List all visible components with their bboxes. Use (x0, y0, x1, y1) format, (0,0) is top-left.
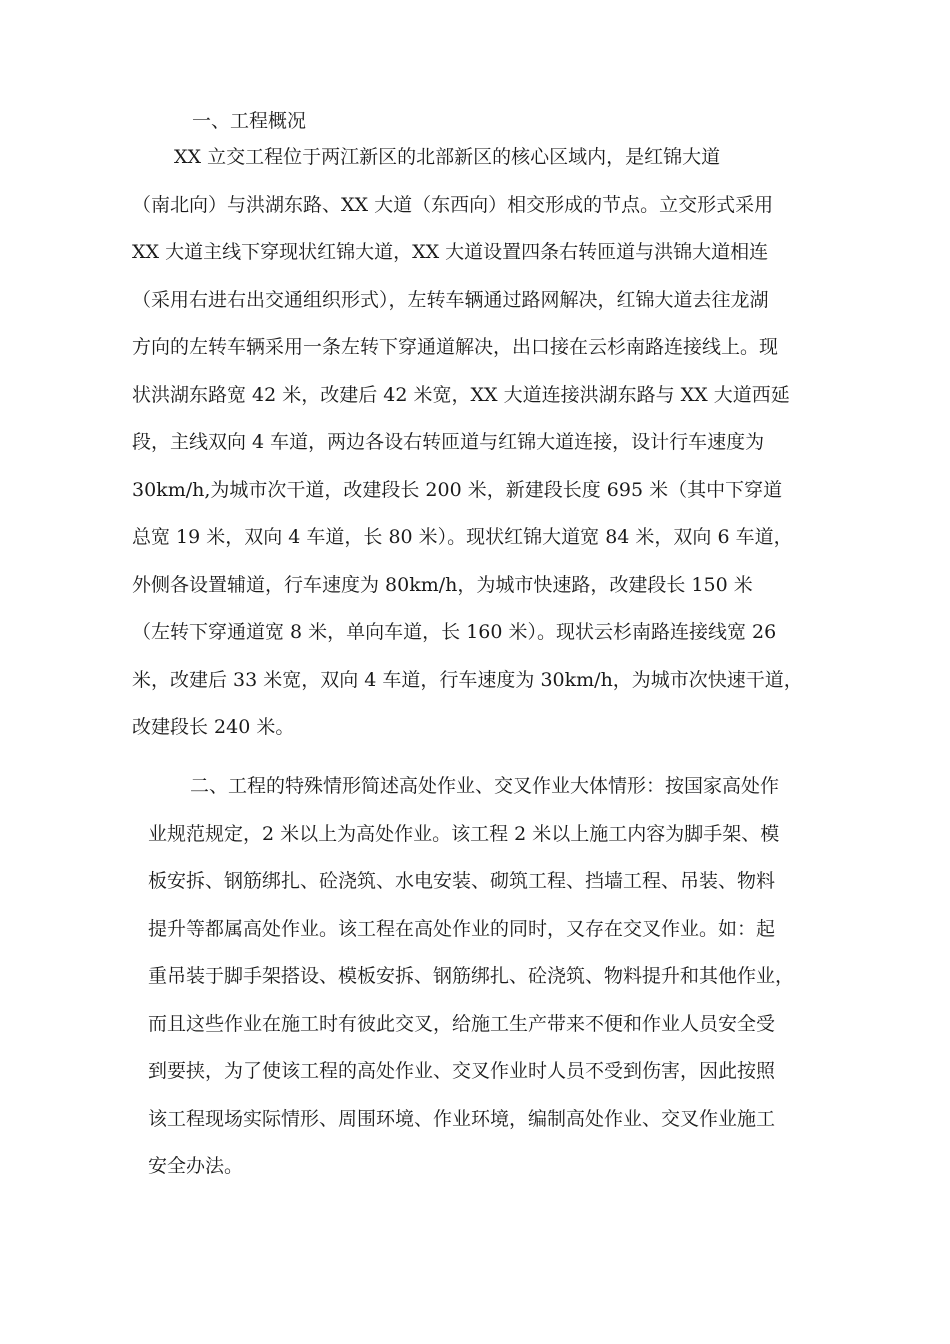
paragraph-line: 该工程现场实际情形、周围环境、作业环境，编制高处作业、交叉作业施工 (148, 1107, 776, 1130)
paragraph-line: 重吊装于脚手架搭设、模板安拆、钢筋绑扎、砼浇筑、物料提升和其他作业， (148, 965, 795, 987)
paragraph-line: 二、工程的特殊情形简述高处作业、交叉作业大体情形：按国家高处作 (190, 775, 780, 797)
paragraph-line: 方向的左转车辆采用一条左转下穿通道解决，出口接在云杉南路连接线上。现 (132, 336, 779, 358)
paragraph-line: 总宽 19 米，双向 4 车道，长 80 米）。现状红锦大道宽 84 米，双向 6 车道， (132, 526, 793, 548)
paragraph-line: 安全办法。 (148, 1155, 244, 1177)
paragraph-line: 板安拆、钢筋绑扎、砼浇筑、水电安装、砌筑工程、挡墙工程、吊装、物料 (148, 870, 776, 892)
paragraph-overview (132, 134, 832, 752)
paragraph-line: 外侧各设置辅道，行车速度为 80km/h，为城市快速路，改建段长 150 米 (132, 573, 753, 596)
paragraph-line: XX 大道主线下穿现状红锦大道，XX 大道设置四条右转匝道与洪锦大道相连 (132, 241, 769, 263)
paragraph-line: 米，改建后 33 米宽，双向 4 车道，行车速度为 30km/h，为城市次快速干道， (132, 668, 803, 691)
paragraph-line: 状洪湖东路宽 42 米，改建后 42 米宽，XX 大道连接洪湖东路与 XX 大道西延 (132, 383, 790, 406)
paragraph-line: （采用右进右出交通组织形式），左转车辆通过路网解决，红锦大道去往龙湖 (132, 288, 769, 311)
paragraph-special-conditions (148, 763, 838, 1191)
paragraph-line: 提升等都属高处作业。该工程在高处作业的同时，又存在交叉作业。如：起 (148, 917, 776, 940)
paragraph-line: 30km/h,为城市次干道，改建段长 200 米，新建段长度 695 米（其中下穿道 (132, 478, 783, 501)
section-heading-overview: 一、工程概况 (192, 110, 307, 132)
paragraph-line: 业规范规定，2 米以上为高处作业。该工程 2 米以上施工内容为脚手架、模 (148, 822, 780, 845)
paragraph-line: 段，主线双向 4 车道，两边各设右转匝道与红锦大道连接，设计行车速度为 (132, 431, 765, 453)
paragraph-line: （左转下穿通道宽 8 米，单向车道，长 160 米）。现状云杉南路连接线宽 26 (132, 621, 777, 643)
paragraph-line: 改建段长 240 米。 (132, 716, 295, 738)
paragraph-line: 到要挟，为了使该工程的高处作业、交叉作业时人员不受到伤害，因此按照 (148, 1060, 776, 1082)
paragraph-line: XX 立交工程位于两江新区的北部新区的核心区域内，是红锦大道 (174, 146, 721, 168)
paragraph-line: 而且这些作业在施工时有彼此交叉，给施工生产带来不便和作业人员安全受 (148, 1012, 776, 1035)
paragraph-line: （南北向）与洪湖东路、XX 大道（东西向）相交形成的节点。立交形式采用 (132, 193, 774, 216)
